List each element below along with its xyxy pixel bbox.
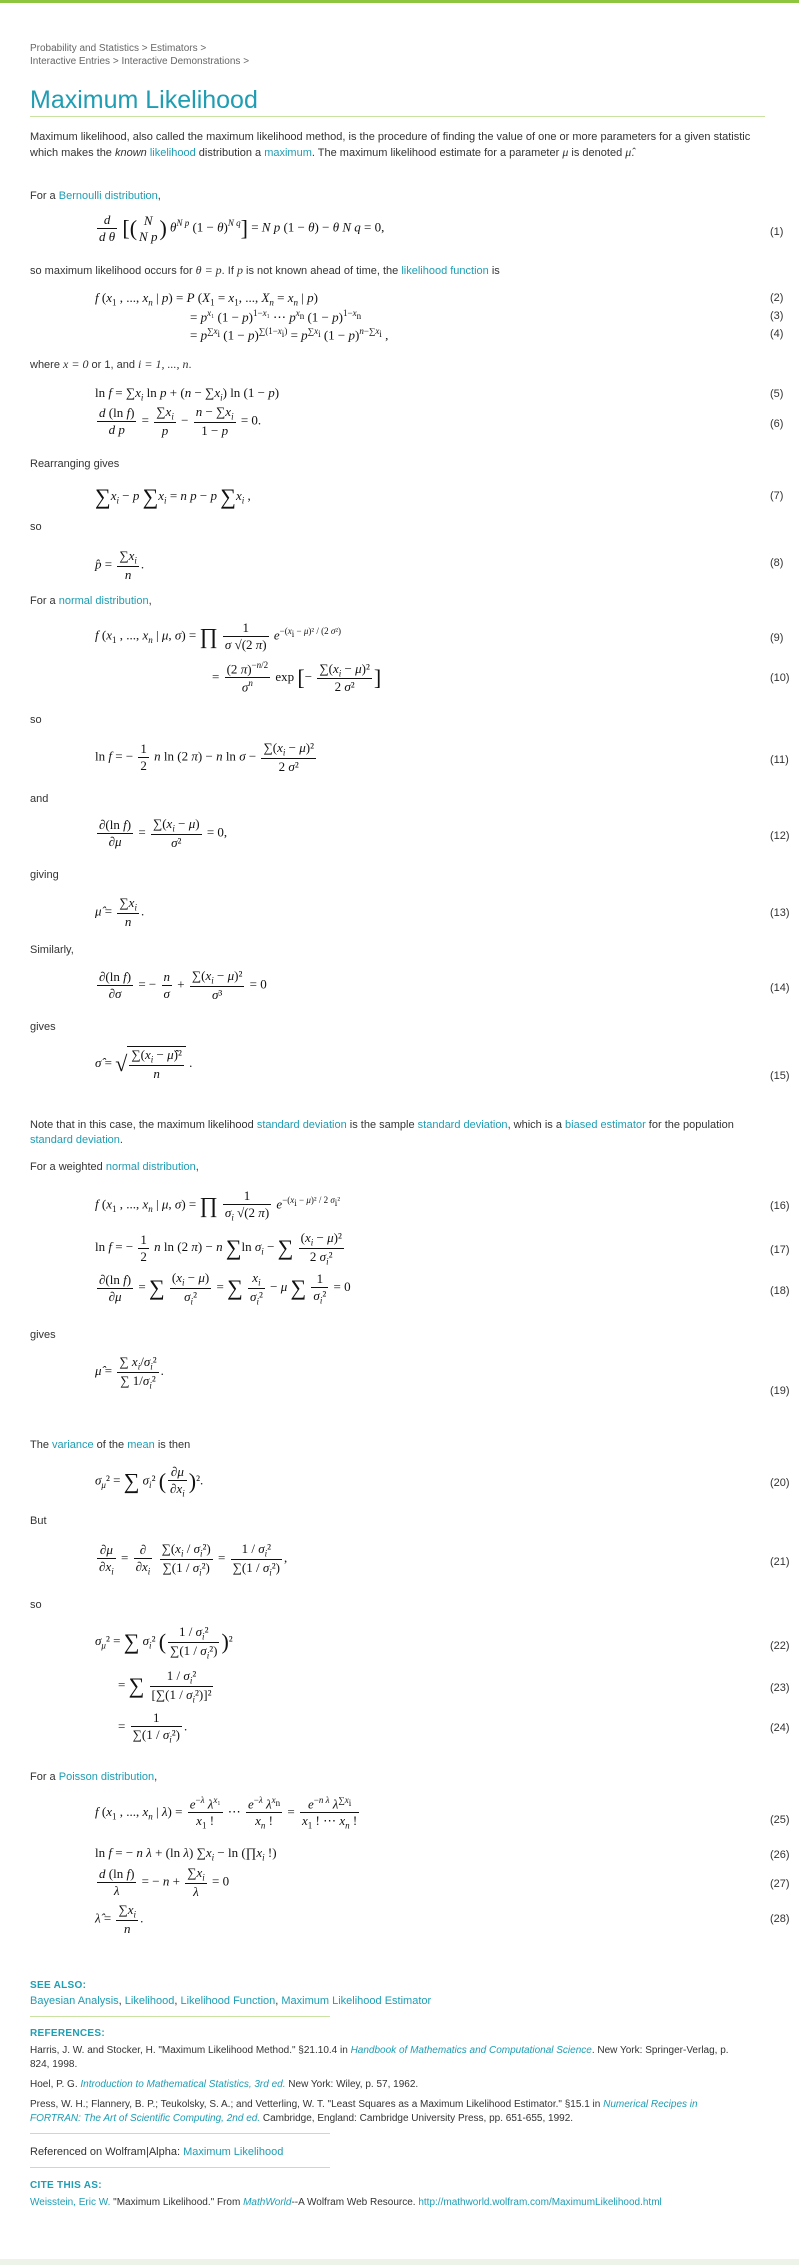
text: where [30, 359, 64, 371]
equation-16: f ($x_1$ , ..., $x_n$ | μ, σ) = ∏ $\frac{1}{\sigma_i √(2 \pi)}$ $e^{-(x_i - \mu)^2 / 2 \sigma_i^2}$ [95, 1188, 341, 1223]
text: , [148, 595, 152, 607]
equation-number: (8) [770, 557, 784, 569]
equation-26: ln f = − n λ + (ln λ) $\sum x_i - \ln$ ($\prod x_i$ !) [95, 1845, 277, 1863]
equation-number: (18) [770, 1285, 790, 1297]
equation-27: $\frac{\text{d (ln f)}}{\lambda}$ = − n + $\frac{\sum x_i}{\lambda}$ = 0 [99, 1865, 230, 1899]
breadcrumb-interactive-demonstrations[interactable]: Interactive Demonstrations [121, 56, 241, 67]
section-divider [30, 2133, 330, 2134]
equation-number: (2) [770, 292, 784, 304]
intro-text: distribution a [195, 147, 265, 159]
breadcrumb [30, 42, 249, 68]
text: For a [30, 190, 59, 202]
equation-number: (5) [770, 388, 784, 400]
intro-text: is denoted [568, 147, 626, 159]
equation-24: = $\frac{1}{\sum(1 / \sigma_i^2)}$ . [118, 1710, 188, 1745]
math-inline: x = 0 [63, 357, 89, 371]
equation-21: $\frac{\partial\mu}{\partial x_i}$ = $\frac{\partial}{\partial x_i}$ $\frac{\sum(x_i / \sigma_i^2)}{\sum(1 / \sigma_i^2)}$ = $\frac{1 / \sigma_i^2}{\sum(1 / \sigma_i^2)}$ , [99, 1541, 288, 1578]
equation-14: $\frac{\text{∂(ln f)}}{\partial\sigma}$ = − $\frac{n}{\sigma}$ + $\frac{\sum(x_i - \mu)^2}{\text{σ³}}$ = 0 [99, 968, 267, 1002]
link-standard-deviation[interactable]: standard deviation [30, 1134, 120, 1146]
wolfram-alpha-reference [30, 2145, 769, 2160]
link-likelihood-function[interactable]: likelihood function [401, 265, 489, 277]
math-inline: i = 1, ..., n [138, 357, 189, 371]
page-title: Maximum Likelihood [30, 86, 258, 114]
reference-book-link[interactable]: Numerical Recipes in FORTRAN: The Art of Scientific Computing, 2nd ed. [30, 2099, 698, 2124]
see-also-list [30, 1994, 769, 2009]
so-text: so [30, 521, 42, 533]
see-also-bayesian-analysis[interactable]: Bayesian Analysis [30, 1995, 119, 2007]
equation-number: (16) [770, 1200, 790, 1212]
equation-6: $\frac{\text{d (ln f)}}{\text{d p}}$ = $\frac{\sum x_i}{p}$ − $\frac{n - \sum x_i}{1 - p}$ = 0. [99, 404, 262, 438]
text: For a weighted [30, 1161, 106, 1173]
but-text: But [30, 1515, 47, 1527]
equation-number: (25) [770, 1814, 790, 1826]
text: is the sample [346, 1119, 418, 1131]
equation-number: (4) [770, 328, 784, 340]
reference-book-link[interactable]: Handbook of Mathematics and Computational Science [350, 2045, 592, 2056]
text: Harris, J. W. and Stocker, H. "Maximum Likelihood Method." §21.10.4 in [30, 2045, 351, 2056]
intro-text: . [631, 147, 635, 159]
equation-number: (6) [770, 418, 784, 430]
equation-4: = $p^{\sum x_i}$ $(1 - p)^{\sum(1-x_i)} = p^{\sum x_i}$ $(1 - p)^{n-\sum x_i}$ , [190, 326, 389, 343]
equation-number: (26) [770, 1849, 790, 1861]
see-also-likelihood-function[interactable]: Likelihood Function [180, 1995, 276, 2007]
text: Referenced on Wolfram|Alpha: [30, 2146, 184, 2158]
similarly-text: Similarly, [30, 944, 74, 956]
breadcrumb-sep: > [243, 56, 250, 67]
equation-7: $\sum x_i - p$ $\sum x_i = n$ p − p $\sum x_i$ , [95, 484, 251, 509]
section-divider [30, 2016, 330, 2017]
equation-18: $\frac{\text{∂(ln f)}}{\partial\mu}$ = ∑ $\frac{(x_i - \mu)}{\sigma_i^2}$ = ∑ $\frac{x_i}{\sigma_i^2}$ − μ ∑ $\frac{1}{\sigma_i^2}$ = 0 [99, 1270, 351, 1307]
text: For a [30, 1771, 59, 1783]
text: For a [30, 595, 59, 607]
equation-number: (12) [770, 830, 790, 842]
giving-text: giving [30, 869, 59, 881]
text: , [275, 1995, 282, 2007]
text: Note that in this case, the maximum likelihood [30, 1119, 257, 1131]
equation-11: ln f = − $\frac{1}{2}$ n ln (2 π) − n ln σ − $\frac{\sum(x_i - \mu)^2}{\text{2 σ²}}$ [95, 740, 314, 774]
breadcrumb-interactive-entries[interactable]: Interactive Entries [30, 56, 111, 67]
equation-number: (27) [770, 1878, 790, 1890]
intro-known: known [114, 147, 147, 159]
text: . If [221, 265, 237, 277]
breadcrumb-estimators[interactable]: Estimators [150, 43, 198, 54]
equation-23: = ∑ $\frac{1 / \sigma_i^2}{[\sum(1 / \sigma_i^2)]^2}$ [118, 1668, 212, 1705]
intro-text: Maximum likelihood, also called the maximum likelihood method, is the procedure of finding the value of one or more parameters for a given statistic which makes the [30, 131, 751, 159]
equation-number: (21) [770, 1556, 790, 1568]
equation-20: $\sigma_\mu^2$ = ∑ $\sigma_i^2$ ( $\frac{\partial\mu}{\partial x_i}$ )². [95, 1464, 204, 1499]
equation-17: ln f = − $\frac{1}{2}$ n ln (2 π) − n ∑ln $\sigma_i$ − ∑ $\frac{(x_i - \mu)^2}{2 \sigma_i^2}$ [95, 1230, 342, 1267]
see-also-maximum-likelihood-estimator[interactable]: Maximum Likelihood Estimator [281, 1995, 432, 2007]
math-inline: p [236, 263, 243, 277]
equation-13: μ̂ = $\frac{\sum x_i}{n}$ . [95, 895, 145, 929]
and-text: and [30, 793, 49, 805]
breadcrumb-sep: > [141, 43, 148, 54]
equation-15: σ̂ = √ $\frac{\sum(x_i - \mû)^2}{n}$ . [95, 1047, 193, 1081]
equation-number: (1) [770, 226, 784, 238]
text: for the population [645, 1119, 734, 1131]
so-text: so [30, 714, 42, 726]
math-inline: θ = p [195, 263, 222, 277]
link-biased-estimator[interactable]: biased estimator [565, 1119, 646, 1131]
reference-book-link[interactable]: Introduction to Mathematical Statistics, 3rd ed. [80, 2079, 286, 2090]
note-paragraph [30, 1118, 769, 1148]
equation-22: $\sigma_\mu^2$ = ∑ $\sigma_i^2$ ( $\frac{1 / \sigma_i^2}{\sum(1 / \sigma_i^2)}$ )² [95, 1624, 233, 1661]
link-normal-distribution[interactable]: normal distribution [58, 595, 149, 607]
weighted-intro [30, 1160, 769, 1175]
cite-heading: CITE THIS AS: [30, 2180, 102, 2191]
link-likelihood[interactable]: likelihood [149, 147, 196, 159]
equation-number: (14) [770, 982, 790, 994]
rearranging-text: Rearranging gives [30, 458, 120, 470]
text: is then [154, 1439, 191, 1451]
text: Cambridge, England: Cambridge University Press, pp. 651-655, 1992. [260, 2113, 574, 2124]
math-mu-hat: μ̂ [625, 145, 632, 159]
equation-8: p̂ = $\frac{\sum x_i}{n}$ . [95, 548, 145, 582]
title-divider [30, 116, 765, 117]
math-mu: μ [562, 145, 569, 159]
equation-28: λ̂ = $\frac{\sum x_i}{n}$ . [95, 1902, 144, 1936]
equation-10: = $\frac{(2 \pi)^{-n/2}}{\sigma^n}$ exp [− $\frac{\sum(x_i - \mu)^2}{\text{2 σ²}}$ ] [212, 660, 382, 695]
link-bernoulli-distribution[interactable]: Bernoulli distribution [58, 190, 158, 202]
equation-3: = $p^{x_1}$ $(1 - p)^{1-x_1}$ ⋯ $p^{x_n}$ $(1 - p)^{1-x_n}$ [190, 308, 362, 325]
text: --A Wolfram Web Resource. [291, 2197, 419, 2208]
equation-number: (13) [770, 907, 790, 919]
equation-number: (15) [770, 1070, 790, 1082]
text: "Maximum Likelihood." From [110, 2197, 244, 2208]
equation-number: (10) [770, 672, 790, 684]
link-poisson-distribution[interactable]: Poisson distribution [58, 1771, 155, 1783]
text: , which is a [507, 1119, 566, 1131]
link-wolfram-alpha-maximum-likelihood[interactable]: Maximum Likelihood [183, 2146, 284, 2158]
equation-number: (19) [770, 1385, 790, 1397]
breadcrumb-sep: > [200, 43, 207, 54]
normal-intro [30, 594, 769, 609]
text: Press, W. H.; Flannery, B. P.; Teukolsky, S. A.; and Vetterling, W. T. "Least Squares as a Maximum Likelihood Estimator." §15.1 in [30, 2099, 604, 2110]
so-text: so [30, 1599, 42, 1611]
section-divider [30, 2167, 330, 2168]
citation [30, 2196, 750, 2210]
poisson-intro [30, 1770, 769, 1785]
text: of the [93, 1439, 128, 1451]
equation-number: (11) [770, 754, 789, 766]
link-author[interactable]: Weisstein, Eric W. [30, 2197, 111, 2208]
link-maximum[interactable]: maximum [264, 147, 312, 159]
equation-5: $\ln f = \sum x_i$ $\ln p + (n - \sum x_i)$ ln (1 − p) [95, 385, 280, 403]
text: is [488, 265, 500, 277]
reference-press [30, 2098, 750, 2126]
link-standard-deviation[interactable]: standard deviation [417, 1119, 508, 1131]
intro-paragraph [30, 130, 769, 161]
gives-text: gives [30, 1329, 56, 1341]
text: is not known ahead of time, the [242, 265, 402, 277]
intro-text: . The maximum likelihood estimate for a parameter [311, 147, 563, 159]
reference-harris [30, 2044, 750, 2072]
equation-number: (22) [770, 1640, 790, 1652]
link-mathworld[interactable]: MathWorld [243, 2197, 292, 2208]
text: , [174, 1995, 181, 2007]
text: . New York: Springer-Verlag, p. 824, 1998. [30, 2045, 729, 2070]
breadcrumb-probability-statistics[interactable]: Probability and Statistics [30, 43, 139, 54]
equation-number: (9) [770, 632, 784, 644]
equation-number: (23) [770, 1682, 790, 1694]
text: Hoel, P. G. [30, 2079, 81, 2090]
text: , [195, 1161, 199, 1173]
see-also-likelihood[interactable]: Likelihood [124, 1995, 175, 2007]
text: The [30, 1439, 53, 1451]
gives-text: gives [30, 1021, 56, 1033]
text: , [154, 1771, 158, 1783]
references-heading: REFERENCES: [30, 2028, 105, 2039]
text: , [118, 1995, 125, 2007]
equation-number: (7) [770, 490, 784, 502]
equation-1: $\frac{d}{\text{d θ}}$ [( N N p ) $\theta^{N p}$ $(1 - \theta)^{N q}] = N$ p (1 − θ) − θ N q = 0, [99, 212, 385, 244]
link-normal-distribution[interactable]: normal distribution [105, 1161, 196, 1173]
link-variance[interactable]: variance [52, 1439, 94, 1451]
bernoulli-intro [30, 189, 769, 204]
where-text [30, 357, 769, 373]
equation-number: (17) [770, 1244, 790, 1256]
equation-number: (24) [770, 1722, 790, 1734]
equation-number: (3) [770, 310, 784, 322]
variance-intro [30, 1438, 769, 1453]
text: New York: Wiley, p. 57, 1962. [285, 2079, 419, 2090]
link-mean[interactable]: mean [127, 1439, 155, 1451]
text: , [157, 190, 161, 202]
equation-25: f ($x_1$ , ..., $x_n$ | λ) = $\frac{e^{-\lambda} \lambda^{x_1}}{x_1 !}$ ⋯ $\frac{e^{-\lambda} \lambda^{x_n}}{x_n !}$ = $\frac{e^{-n \lambda} \lambda^{\sum x_i}}{x_1 ! \cdots x_n !}$ [95, 1795, 358, 1831]
equation-number: (20) [770, 1477, 790, 1489]
footer-band [0, 2259, 799, 2265]
equation-12: $\frac{\text{∂(ln f)}}{\partial\mu}$ = $\frac{\sum(x_i - \mu)}{\text{σ²}}$ = 0, [99, 816, 228, 850]
text: . [188, 359, 192, 371]
top-accent-bar [0, 0, 799, 3]
reference-hoel [30, 2078, 750, 2092]
bernoulli-likelihood-text [30, 263, 769, 279]
text: . [119, 1134, 123, 1146]
link-standard-deviation[interactable]: standard deviation [256, 1119, 347, 1131]
text: or 1, and [88, 359, 139, 371]
text: so maximum likelihood occurs for [30, 265, 196, 277]
equation-19: μ̂ = $\frac{\sum x_i/\sigma_i^2}{\sum 1/\sigma_i^2}$ . [95, 1354, 164, 1391]
breadcrumb-sep: > [112, 56, 119, 67]
equation-number: (28) [770, 1913, 790, 1925]
equation-2: f ($x_1$ , ..., $x_n$ | p) = P ($X_1 = x_1$, ..., $X_n = x_n$ | p) [95, 290, 318, 308]
equation-9: f ($x_1$ , ..., $x_n$ | μ, σ) = ∏ $\frac{1}{\sigma √(2 \pi)}$ $e^{-(x_i - \mu)^2 / (2 \sigma^2)}$ [95, 620, 341, 652]
see-also-heading: SEE ALSO: [30, 1980, 87, 1991]
link-citation-url[interactable]: http://mathworld.wolfram.com/MaximumLikelihood.html [418, 2197, 662, 2208]
